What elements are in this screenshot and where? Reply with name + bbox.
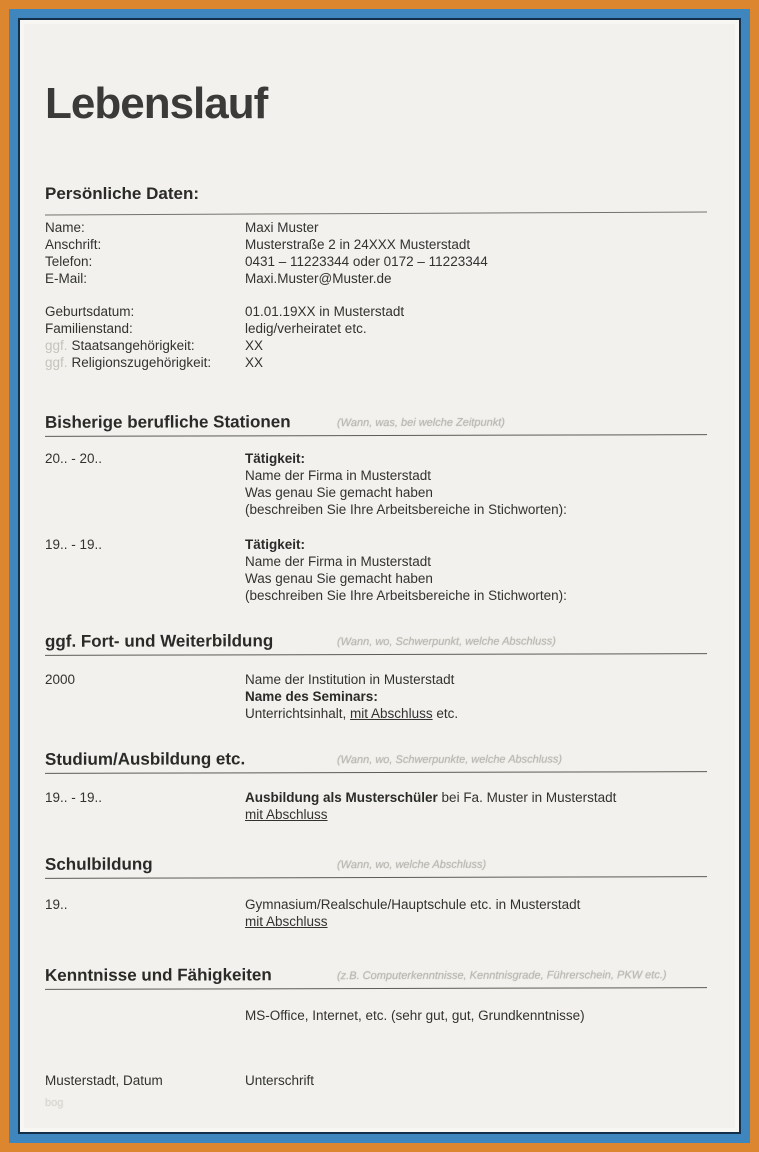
personal-row-religion bbox=[45, 354, 707, 371]
signature-row bbox=[45, 1072, 707, 1089]
personal-row-birthdate bbox=[45, 303, 707, 320]
place-date-label: Musterstadt, Datum bbox=[45, 1073, 163, 1088]
ggf-prefix: ggf. bbox=[45, 355, 68, 370]
underlined-text: mit Abschluss bbox=[350, 706, 433, 721]
section-school-heading: Schulbildung bbox=[44, 854, 153, 874]
page-title: Lebenslauf bbox=[45, 79, 268, 128]
section-school-heading-row bbox=[45, 852, 707, 879]
field-value: Musterstraße 2 in 24XXX Musterstadt bbox=[245, 237, 471, 252]
field-value: XX bbox=[245, 338, 264, 353]
blue-frame bbox=[9, 9, 750, 1143]
entry-line: (beschreiben Sie Ihre Arbeitsbereiche in Stichworten): bbox=[245, 502, 567, 517]
navy-frame bbox=[18, 18, 741, 1134]
field-value: Maxi.Muster@Muster.de bbox=[245, 271, 392, 286]
entry-line bbox=[245, 789, 707, 806]
entry-line: Name der Firma in Musterstadt bbox=[245, 468, 432, 483]
faint-annotation: (z.B. Computerkenntnisse, Kenntnisgrade, Führerschein, PKW etc.) bbox=[336, 969, 667, 983]
entry-line: Name der Institution in Musterstadt bbox=[245, 672, 455, 687]
field-value: XX bbox=[245, 355, 264, 370]
bold-text: Ausbildung als Musterschüler bbox=[245, 790, 438, 805]
career-entry-1 bbox=[45, 450, 707, 518]
entry-period: 20.. - 20.. bbox=[45, 451, 103, 466]
personal-row-nationality bbox=[45, 337, 707, 354]
entry-body bbox=[245, 536, 707, 604]
personal-row-marital-status bbox=[45, 320, 707, 337]
line-part: bei Fa. Muster in Musterstadt bbox=[437, 790, 617, 805]
entry-line: Was genau Sie gemacht haben bbox=[245, 485, 433, 500]
field-value: Maxi Muster bbox=[245, 220, 319, 235]
underlined-text: mit Abschluss bbox=[245, 914, 328, 929]
entry-line: (beschreiben Sie Ihre Arbeitsbereiche in Stichworten): bbox=[245, 588, 567, 603]
field-label bbox=[45, 354, 245, 371]
faint-annotation: (Wann, wo, Schwerpunkte, welche Abschluss) bbox=[336, 753, 563, 767]
field-label: Anschrift: bbox=[45, 237, 102, 252]
divider bbox=[45, 212, 707, 216]
entry-line: Gymnasium/Realschule/Hauptschule etc. in Musterstadt bbox=[245, 897, 581, 912]
entry-body bbox=[245, 896, 707, 930]
entry-title: Tätigkeit: bbox=[245, 537, 306, 552]
entry-body bbox=[245, 789, 707, 823]
field-label: Name: bbox=[45, 220, 85, 235]
field-label: E-Mail: bbox=[45, 271, 88, 286]
faint-annotation: (Wann, was, bei welche Zeitpunkt) bbox=[336, 416, 505, 430]
section-career-heading: Bisherige berufliche Stationen bbox=[44, 412, 291, 432]
faint-annotation: (Wann, wo, Schwerpunkt, welche Abschluss) bbox=[336, 635, 556, 649]
training-entry bbox=[45, 671, 707, 722]
section-study-heading: Studium/Ausbildung etc. bbox=[44, 749, 246, 769]
entry-title: Name des Seminars: bbox=[245, 689, 378, 704]
personal-row-address bbox=[45, 236, 707, 253]
underlined-text: mit Abschluss bbox=[245, 807, 328, 822]
entry-line: Was genau Sie gemacht haben bbox=[245, 571, 433, 586]
entry-body bbox=[245, 450, 707, 518]
field-label-text: Religionszugehörigkeit: bbox=[71, 355, 212, 370]
personal-group-1 bbox=[45, 219, 707, 287]
line-part: Unterrichtsinhalt, bbox=[245, 706, 351, 721]
signature-label: Unterschrift bbox=[245, 1073, 315, 1088]
entry-period: 2000 bbox=[45, 672, 76, 687]
entry-period: 19.. - 19.. bbox=[45, 537, 103, 552]
personal-row-phone bbox=[45, 253, 707, 270]
section-training-heading-row bbox=[45, 629, 707, 656]
skills-line: MS-Office, Internet, etc. (sehr gut, gut, Grundkenntnisse) bbox=[245, 1008, 585, 1023]
scan-watermark: bog bbox=[45, 1097, 64, 1109]
school-entry bbox=[45, 896, 707, 930]
field-label bbox=[45, 337, 245, 354]
study-entry bbox=[45, 789, 707, 823]
career-entry-2 bbox=[45, 536, 707, 604]
entry-period: 19.. bbox=[45, 897, 68, 912]
field-value: 01.01.19XX in Musterstadt bbox=[245, 304, 405, 319]
entry-line: Name der Firma in Musterstadt bbox=[245, 554, 432, 569]
entry-title: Tätigkeit: bbox=[245, 451, 306, 466]
personal-row-email bbox=[45, 270, 707, 287]
personal-data-heading: Persönliche Daten: bbox=[45, 184, 199, 203]
entry-body bbox=[245, 671, 707, 722]
field-value: ledig/verheiratet etc. bbox=[245, 321, 367, 336]
section-skills-heading: Kenntnisse und Fähigkeiten bbox=[44, 965, 272, 985]
entry-line bbox=[245, 705, 707, 722]
cv-paper bbox=[24, 24, 735, 1128]
ggf-prefix: ggf. bbox=[45, 338, 68, 353]
personal-group-2 bbox=[45, 303, 707, 371]
personal-row-name bbox=[45, 219, 707, 236]
field-label: Geburtsdatum: bbox=[45, 304, 135, 319]
faint-annotation: (Wann, wo, welche Abschluss) bbox=[336, 858, 487, 872]
section-skills-heading-row bbox=[45, 963, 707, 990]
section-study-heading-row bbox=[45, 747, 707, 774]
section-training-heading: ggf. Fort- und Weiterbildung bbox=[44, 631, 274, 651]
entry-period: 19.. - 19.. bbox=[45, 790, 103, 805]
section-career-heading-row bbox=[45, 410, 707, 437]
field-label: Telefon: bbox=[45, 254, 93, 269]
line-part: etc. bbox=[432, 706, 459, 721]
field-value: 0431 – 11223344 oder 0172 – 11223344 bbox=[245, 254, 488, 269]
field-label-text: Staatsangehörigkeit: bbox=[71, 338, 195, 353]
field-label: Familienstand: bbox=[45, 321, 133, 336]
